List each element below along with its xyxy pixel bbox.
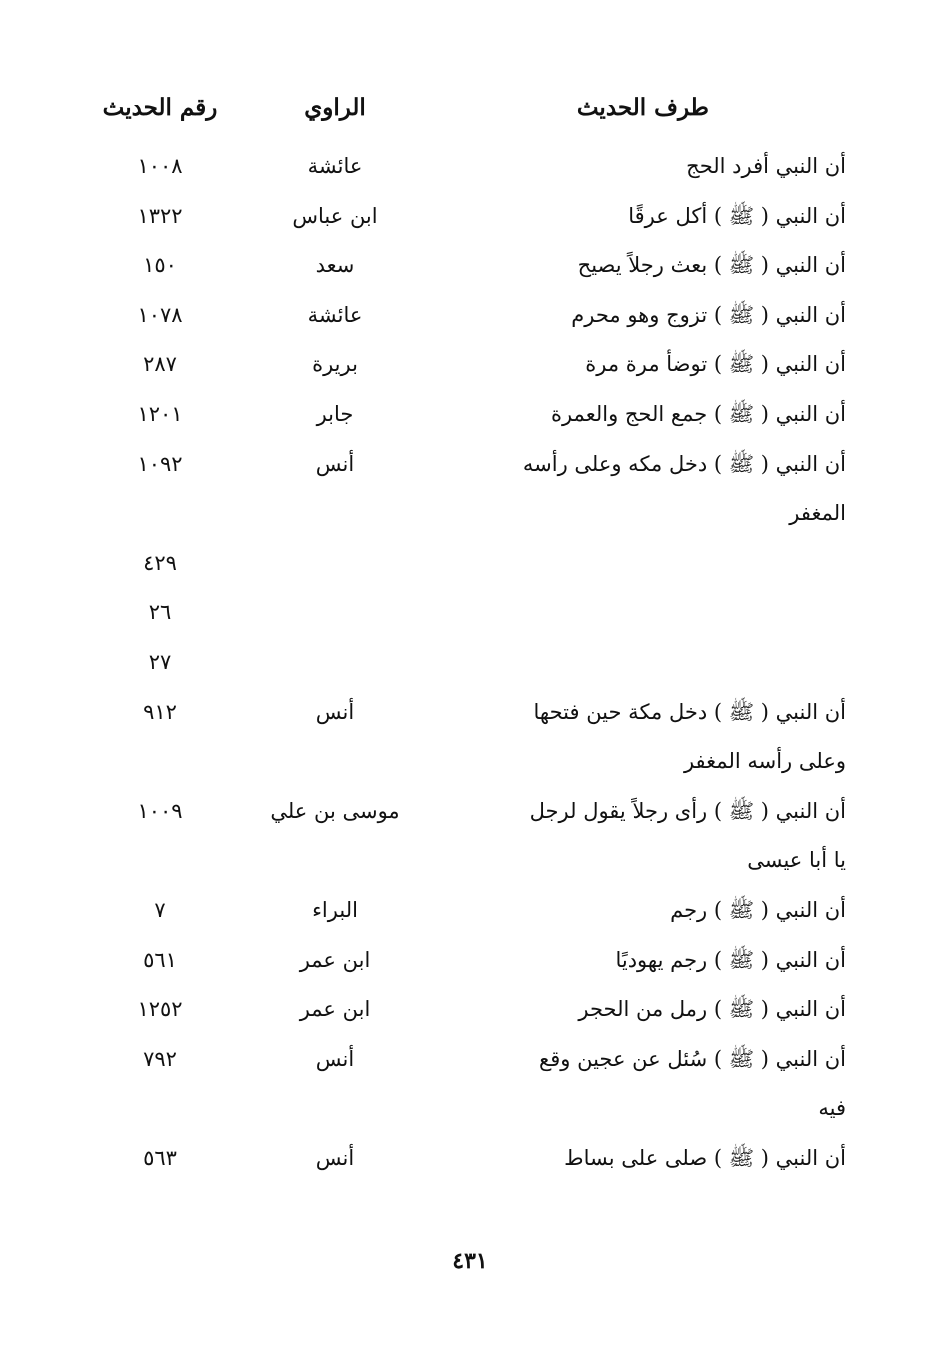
row-narrator: ابن عمر	[299, 997, 371, 1022]
row-hadith-number: ٤٢٩	[143, 550, 177, 575]
table-row	[0, 440, 939, 490]
table-body	[0, 142, 939, 1183]
table-row	[0, 192, 939, 242]
row-hadith-text: المغفر	[789, 501, 846, 526]
row-hadith-text: أن النبي ( ﷺ ) بعث رجلاً يصيح	[577, 253, 846, 278]
row-narrator: بريرة	[312, 352, 358, 377]
row-narrator: أنس	[315, 451, 355, 476]
row-hadith-text: وعلى رأسه المغفر	[683, 749, 846, 774]
row-hadith-text: يا أبا عيسى	[747, 848, 846, 873]
header-narrator: الراوي	[304, 94, 366, 121]
row-hadith-text: أن النبي ( ﷺ ) أكل عرقًا	[628, 203, 846, 228]
row-hadith-number: ١٢٥٢	[137, 997, 183, 1022]
table-row	[0, 1084, 939, 1134]
table-row	[0, 539, 939, 589]
row-hadith-number: ٥٦٣	[143, 1145, 177, 1170]
row-hadith-number: ٧	[154, 897, 166, 922]
row-hadith-text: أن النبي ( ﷺ ) دخل مكة حين فتحها	[533, 699, 846, 724]
row-hadith-number: ١٠٠٨	[137, 154, 183, 178]
row-hadith-number: ٧٩٢	[143, 1046, 177, 1071]
row-hadith-number: ٢٦	[148, 600, 172, 625]
row-hadith-number: ١٠٩٢	[137, 451, 183, 476]
row-hadith-text: أن النبي ( ﷺ ) رأى رجلاً يقول لرجل	[529, 798, 846, 823]
row-narrator: ابن عباس	[292, 203, 378, 228]
row-hadith-text: أن النبي ( ﷺ ) رمل من الحجر	[578, 997, 846, 1022]
row-narrator: عائشة	[307, 154, 363, 178]
table-row	[0, 291, 939, 341]
table-row	[0, 489, 939, 539]
table-row	[0, 142, 939, 192]
row-hadith-text: أن النبي ( ﷺ ) دخل مكه وعلى رأسه	[522, 451, 846, 476]
row-hadith-number: ٩١٢	[143, 699, 177, 724]
table-row	[0, 588, 939, 638]
row-narrator: البراء	[312, 897, 358, 922]
table-row	[0, 836, 939, 886]
row-hadith-number: ٢٨٧	[143, 352, 177, 377]
row-hadith-text: أن النبي ( ﷺ ) رجم	[670, 897, 846, 922]
row-narrator: عائشة	[307, 302, 363, 327]
table-header	[0, 88, 939, 128]
table-row	[0, 340, 939, 390]
header-hadith-text: طرف الحديث	[576, 94, 709, 121]
table-row	[0, 390, 939, 440]
page-number: ٤٣١	[452, 1248, 488, 1274]
row-hadith-text: أن النبي ( ﷺ ) صلى على بساط	[564, 1145, 846, 1170]
row-narrator: جابر	[316, 401, 354, 426]
row-narrator: سعد	[315, 253, 355, 278]
row-hadith-text: أن النبي ( ﷺ ) جمع الحج والعمرة	[550, 401, 846, 426]
row-narrator: أنس	[315, 699, 355, 724]
table-row	[0, 886, 939, 936]
table-row	[0, 688, 939, 738]
row-narrator: ابن عمر	[299, 947, 371, 972]
table-row	[0, 737, 939, 787]
table-row	[0, 638, 939, 688]
row-hadith-number: ٢٧	[148, 649, 172, 674]
row-narrator: أنس	[315, 1046, 355, 1071]
row-hadith-text: أن النبي ( ﷺ ) رجم يهوديًا	[615, 947, 846, 972]
row-hadith-text: أن النبي ( ﷺ ) تزوج وهو محرم	[571, 302, 846, 327]
row-hadith-number: ٥٦١	[143, 947, 177, 972]
row-hadith-text: أن النبي أفرد الحج	[686, 154, 846, 178]
table-row	[0, 1134, 939, 1184]
row-hadith-text: أن النبي ( ﷺ ) توضأ مرة مرة	[585, 352, 846, 377]
row-hadith-number: ١٥٠	[143, 253, 177, 278]
row-hadith-number: ١٠٠٩	[137, 798, 183, 823]
row-hadith-number: ١٣٢٢	[137, 203, 183, 228]
table-row	[0, 1035, 939, 1085]
row-hadith-text: أن النبي ( ﷺ ) سُئل عن عجين وقع	[539, 1046, 846, 1071]
row-hadith-number: ١٠٧٨	[137, 302, 183, 327]
row-narrator: أنس	[315, 1145, 355, 1170]
row-hadith-number: ١٢٠١	[137, 401, 183, 426]
row-hadith-text: فيه	[818, 1096, 846, 1121]
row-narrator: موسى بن علي	[270, 798, 400, 823]
table-row	[0, 936, 939, 986]
table-row	[0, 985, 939, 1035]
table-row	[0, 787, 939, 837]
header-hadith-number: رقم الحديث	[102, 94, 218, 121]
table-row	[0, 241, 939, 291]
